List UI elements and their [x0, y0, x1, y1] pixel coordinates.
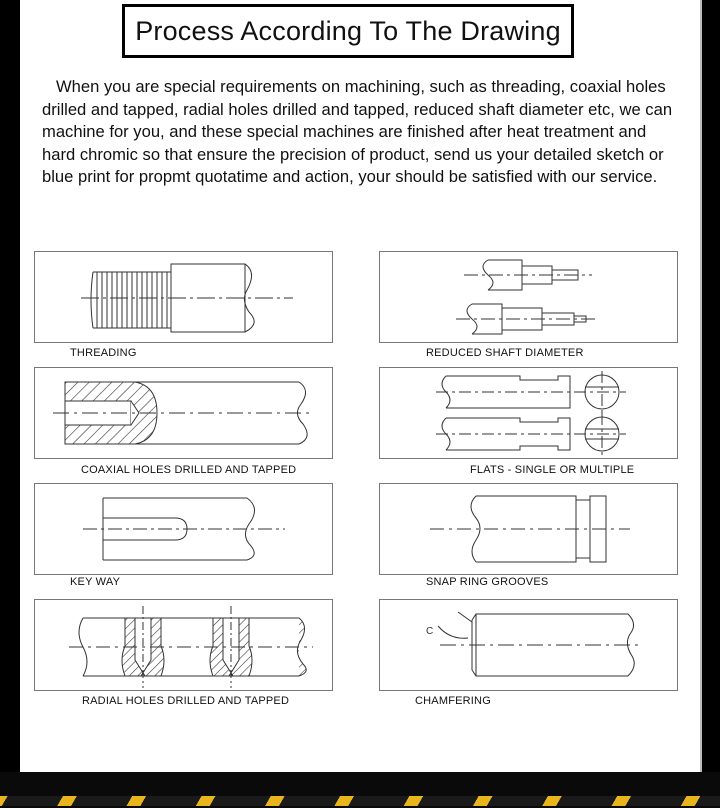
intro-paragraph: When you are special requirements on machining, such as threading, coaxial holes drilled and tapped, radial holes drilled and tapped, reduced shaft diameter etc, we can machine for you, and these special machines are finished after heat treatment and hard chromic so that ensure the precision of product, send us your detailed sketch or blue print for propmt quotatime and action, your should be satisfied with our service. — [42, 77, 673, 187]
threading-caption: THREADING — [70, 347, 137, 359]
right-edge — [700, 0, 720, 772]
footer-hazard-stripe — [0, 772, 720, 808]
snap-ring-drawing — [379, 483, 678, 575]
keyway-caption: KEY WAY — [70, 576, 121, 588]
radial-caption: RADIAL HOLES DRILLED AND TAPPED — [82, 695, 290, 707]
page-sheet — [20, 0, 700, 772]
reduced-shaft-drawing — [379, 251, 678, 343]
chamfering-caption: CHAMFERING — [415, 695, 491, 707]
threading-drawing — [34, 251, 333, 343]
page-title: Process According To The Drawing — [122, 4, 574, 58]
keyway-drawing — [34, 483, 333, 575]
reduced-shaft-caption: REDUCED SHAFT DIAMETER — [426, 347, 584, 359]
coaxial-caption: COAXIAL HOLES DRILLED AND TAPPED — [81, 464, 297, 476]
snap-ring-caption: SNAP RING GROOVES — [426, 576, 549, 588]
radial-holes-drawing — [34, 599, 333, 691]
flats-drawing — [379, 367, 678, 459]
chamfer-label: C — [426, 626, 434, 637]
chamfering-drawing — [379, 599, 678, 691]
flats-caption: FLATS - SINGLE OR MULTIPLE — [470, 464, 635, 476]
coaxial-holes-drawing — [34, 367, 333, 459]
